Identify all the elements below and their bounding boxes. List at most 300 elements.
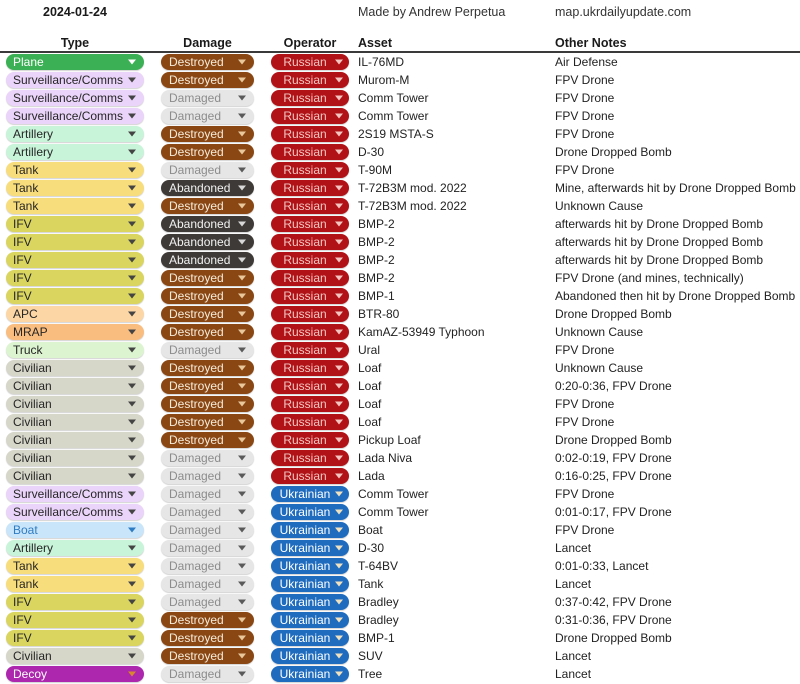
chevron-down-icon: [238, 186, 246, 191]
notes-label: afterwards hit by Drone Dropped Bomb: [555, 235, 764, 249]
table-row: [0, 359, 800, 377]
operator-dropdown-value: Ukrainian: [279, 613, 331, 627]
damage-dropdown[interactable]: [161, 306, 254, 322]
type-dropdown-value: Tank: [13, 577, 39, 591]
damage-dropdown[interactable]: [161, 666, 254, 682]
notes-label: FPV Drone (and mines, technically): [555, 271, 744, 285]
table-row: [0, 197, 800, 215]
chevron-down-icon: [128, 384, 136, 389]
chevron-down-icon: [335, 240, 343, 245]
chevron-down-icon: [128, 528, 136, 533]
notes-label: afterwards hit by Drone Dropped Bomb: [555, 253, 764, 267]
chevron-down-icon: [335, 348, 343, 353]
chevron-down-icon: [335, 564, 343, 569]
type-dropdown-value: Surveillance/Comms: [13, 505, 124, 519]
type-dropdown[interactable]: [6, 54, 144, 70]
table-row: [0, 485, 800, 503]
table-row: [0, 71, 800, 89]
damage-dropdown[interactable]: [161, 450, 254, 466]
table-row: [0, 557, 800, 575]
operator-dropdown[interactable]: [271, 648, 349, 664]
asset-label: Lada Niva: [358, 451, 413, 465]
operator-dropdown[interactable]: [271, 450, 349, 466]
operator-dropdown[interactable]: [271, 522, 349, 538]
type-dropdown[interactable]: [6, 306, 144, 322]
damage-dropdown[interactable]: [161, 360, 254, 376]
type-dropdown-value: Surveillance/Comms: [13, 91, 124, 105]
type-dropdown[interactable]: [6, 360, 144, 376]
type-dropdown[interactable]: [6, 504, 144, 520]
damage-dropdown-value: Damaged: [169, 451, 222, 465]
damage-dropdown[interactable]: [161, 486, 254, 502]
operator-dropdown[interactable]: [271, 72, 349, 88]
operator-dropdown[interactable]: [271, 144, 349, 160]
notes-label: 0:20-0:36, FPV Drone: [555, 379, 672, 393]
type-dropdown-value: APC: [13, 307, 38, 321]
asset-label: T-72B3M mod. 2022: [358, 199, 467, 213]
chevron-down-icon: [128, 60, 136, 65]
type-dropdown[interactable]: [6, 198, 144, 214]
damage-dropdown[interactable]: [161, 630, 254, 646]
damage-dropdown[interactable]: [161, 594, 254, 610]
type-dropdown[interactable]: [6, 630, 144, 646]
table-row: [0, 269, 800, 287]
type-dropdown-value: Civilian: [13, 451, 52, 465]
type-dropdown[interactable]: [6, 486, 144, 502]
damage-dropdown-value: Damaged: [169, 541, 222, 555]
chevron-down-icon: [238, 96, 246, 101]
operator-dropdown-value: Russian: [283, 379, 327, 393]
type-dropdown-value: IFV: [13, 271, 32, 285]
chevron-down-icon: [238, 402, 246, 407]
damage-dropdown[interactable]: [161, 288, 254, 304]
operator-dropdown-value: Ukrainian: [279, 523, 331, 537]
table-row: [0, 107, 800, 125]
damage-dropdown-value: Damaged: [169, 91, 222, 105]
damage-dropdown[interactable]: [161, 126, 254, 142]
damage-dropdown[interactable]: [161, 180, 254, 196]
notes-label: FPV Drone: [555, 487, 615, 501]
type-dropdown[interactable]: [6, 324, 144, 340]
column-header-operator: Operator: [283, 36, 337, 50]
type-dropdown-value: IFV: [13, 289, 32, 303]
damage-dropdown[interactable]: [161, 144, 254, 160]
operator-dropdown[interactable]: [271, 324, 349, 340]
damage-dropdown-value: Damaged: [169, 595, 222, 609]
chevron-down-icon: [335, 204, 343, 209]
notes-label: Lancet: [555, 577, 592, 591]
type-dropdown-value: MRAP: [13, 325, 48, 339]
asset-label: Loaf: [358, 379, 382, 393]
notes-label: Drone Dropped Bomb: [555, 631, 672, 645]
operator-dropdown[interactable]: [271, 180, 349, 196]
operator-dropdown[interactable]: [271, 360, 349, 376]
operator-dropdown[interactable]: [271, 558, 349, 574]
operator-dropdown[interactable]: [271, 216, 349, 232]
chevron-down-icon: [128, 294, 136, 299]
operator-dropdown[interactable]: [271, 396, 349, 412]
chevron-down-icon: [128, 672, 136, 677]
chevron-down-icon: [335, 150, 343, 155]
damage-dropdown[interactable]: [161, 198, 254, 214]
type-dropdown[interactable]: [6, 558, 144, 574]
table-row: [0, 431, 800, 449]
damage-dropdown[interactable]: [161, 216, 254, 232]
type-dropdown[interactable]: [6, 72, 144, 88]
asset-label: Murom-M: [358, 73, 410, 87]
type-dropdown[interactable]: [6, 648, 144, 664]
type-dropdown[interactable]: [6, 378, 144, 394]
table-row: [0, 323, 800, 341]
asset-label: Ural: [358, 343, 381, 357]
type-dropdown-value: Plane: [13, 55, 44, 69]
table-row: [0, 251, 800, 269]
type-dropdown-value: IFV: [13, 631, 32, 645]
damage-dropdown[interactable]: [161, 468, 254, 484]
chevron-down-icon: [128, 456, 136, 461]
table-row: [0, 53, 800, 71]
table-row: [0, 629, 800, 647]
operator-dropdown-value: Russian: [283, 235, 327, 249]
type-dropdown-value: Artillery: [13, 145, 54, 159]
operator-dropdown[interactable]: [271, 630, 349, 646]
damage-dropdown-value: Damaged: [169, 577, 222, 591]
operator-dropdown[interactable]: [271, 594, 349, 610]
damage-dropdown[interactable]: [161, 378, 254, 394]
damage-dropdown-value: Destroyed: [169, 379, 224, 393]
notes-label: Unknown Cause: [555, 361, 644, 375]
damage-dropdown[interactable]: [161, 324, 254, 340]
notes-label: 0:01-0:33, Lancet: [555, 559, 649, 573]
type-dropdown-value: Surveillance/Comms: [13, 109, 124, 123]
asset-label: Bradley: [358, 595, 399, 609]
type-dropdown[interactable]: [6, 252, 144, 268]
operator-dropdown[interactable]: [271, 198, 349, 214]
chevron-down-icon: [238, 276, 246, 281]
chevron-down-icon: [238, 420, 246, 425]
chevron-down-icon: [335, 60, 343, 65]
notes-label: 0:31-0:36, FPV Drone: [555, 613, 672, 627]
type-dropdown[interactable]: [6, 126, 144, 142]
damage-dropdown-value: Destroyed: [169, 289, 224, 303]
chevron-down-icon: [335, 618, 343, 623]
chevron-down-icon: [335, 636, 343, 641]
chevron-down-icon: [335, 402, 343, 407]
operator-dropdown-value: Russian: [283, 325, 327, 339]
type-dropdown-value: Decoy: [13, 667, 48, 681]
chevron-down-icon: [128, 474, 136, 479]
type-dropdown-value: Artillery: [13, 127, 54, 141]
asset-label: Boat: [358, 523, 383, 537]
damage-dropdown[interactable]: [161, 522, 254, 538]
notes-label: Unknown Cause: [555, 325, 644, 339]
operator-dropdown[interactable]: [271, 126, 349, 142]
table-body: [0, 53, 800, 683]
chevron-down-icon: [238, 366, 246, 371]
type-dropdown-value: Tank: [13, 181, 39, 195]
type-dropdown-value: Artillery: [13, 541, 54, 555]
notes-label: afterwards hit by Drone Dropped Bomb: [555, 217, 764, 231]
chevron-down-icon: [335, 366, 343, 371]
operator-dropdown[interactable]: [271, 378, 349, 394]
operator-dropdown[interactable]: [271, 612, 349, 628]
notes-label: FPV Drone: [555, 415, 615, 429]
notes-label: FPV Drone: [555, 73, 615, 87]
chevron-down-icon: [335, 96, 343, 101]
operator-dropdown[interactable]: [271, 414, 349, 430]
damage-dropdown-value: Abandoned: [169, 235, 231, 249]
damage-dropdown[interactable]: [161, 396, 254, 412]
operator-dropdown[interactable]: [271, 540, 349, 556]
damage-dropdown[interactable]: [161, 612, 254, 628]
chevron-down-icon: [128, 636, 136, 641]
chevron-down-icon: [238, 168, 246, 173]
operator-dropdown-value: Russian: [283, 145, 327, 159]
damage-dropdown-value: Destroyed: [169, 397, 224, 411]
type-dropdown-value: Truck: [13, 343, 43, 357]
chevron-down-icon: [335, 78, 343, 83]
asset-label: Comm Tower: [358, 487, 429, 501]
type-dropdown[interactable]: [6, 468, 144, 484]
column-header-type: Type: [60, 36, 90, 50]
type-dropdown[interactable]: [6, 234, 144, 250]
damage-dropdown-value: Destroyed: [169, 361, 224, 375]
damage-dropdown[interactable]: [161, 414, 254, 430]
damage-dropdown[interactable]: [161, 54, 254, 70]
chevron-down-icon: [238, 564, 246, 569]
operator-dropdown-value: Ukrainian: [279, 595, 331, 609]
chevron-down-icon: [128, 168, 136, 173]
damage-dropdown-value: Damaged: [169, 487, 222, 501]
column-header-asset: Asset: [358, 36, 393, 50]
notes-label: 0:37-0:42, FPV Drone: [555, 595, 672, 609]
damage-dropdown-value: Destroyed: [169, 55, 224, 69]
damage-dropdown[interactable]: [161, 270, 254, 286]
type-dropdown-value: IFV: [13, 217, 32, 231]
operator-dropdown-value: Russian: [283, 469, 327, 483]
damage-dropdown-value: Damaged: [169, 523, 222, 537]
type-dropdown-value: Civilian: [13, 379, 52, 393]
chevron-down-icon: [128, 276, 136, 281]
notes-label: Air Defense: [555, 55, 618, 69]
operator-dropdown[interactable]: [271, 234, 349, 250]
type-dropdown[interactable]: [6, 522, 144, 538]
table-row: [0, 467, 800, 485]
chevron-down-icon: [238, 384, 246, 389]
damage-dropdown-value: Damaged: [169, 469, 222, 483]
type-dropdown[interactable]: [6, 612, 144, 628]
table-row: [0, 305, 800, 323]
chevron-down-icon: [128, 186, 136, 191]
column-header-damage: Damage: [183, 36, 232, 50]
operator-dropdown-value: Russian: [283, 415, 327, 429]
damage-dropdown-value: Destroyed: [169, 613, 224, 627]
asset-label: Comm Tower: [358, 109, 429, 123]
operator-dropdown[interactable]: [271, 468, 349, 484]
asset-label: T-72B3M mod. 2022: [358, 181, 467, 195]
asset-label: D-30: [358, 541, 385, 555]
notes-label: Drone Dropped Bomb: [555, 433, 672, 447]
damage-dropdown[interactable]: [161, 162, 254, 178]
asset-label: BMP-1: [358, 289, 395, 303]
damage-dropdown[interactable]: [161, 108, 254, 124]
operator-dropdown[interactable]: [271, 270, 349, 286]
chevron-down-icon: [238, 150, 246, 155]
type-dropdown[interactable]: [6, 396, 144, 412]
damage-dropdown-value: Destroyed: [169, 307, 224, 321]
operator-dropdown[interactable]: [271, 54, 349, 70]
asset-label: Loaf: [358, 397, 382, 411]
damage-dropdown[interactable]: [161, 504, 254, 520]
damage-dropdown-value: Destroyed: [169, 325, 224, 339]
damage-dropdown[interactable]: [161, 72, 254, 88]
operator-dropdown-value: Ukrainian: [279, 577, 331, 591]
chevron-down-icon: [128, 510, 136, 515]
chevron-down-icon: [128, 582, 136, 587]
type-dropdown[interactable]: [6, 108, 144, 124]
operator-dropdown-value: Russian: [283, 73, 327, 87]
table-row: [0, 179, 800, 197]
notes-label: Drone Dropped Bomb: [555, 145, 672, 159]
chevron-down-icon: [335, 276, 343, 281]
operator-dropdown[interactable]: [271, 666, 349, 682]
asset-label: BTR-80: [358, 307, 400, 321]
asset-label: T-90M: [358, 163, 393, 177]
damage-dropdown-value: Destroyed: [169, 199, 224, 213]
chevron-down-icon: [238, 510, 246, 515]
type-dropdown[interactable]: [6, 288, 144, 304]
type-dropdown[interactable]: [6, 594, 144, 610]
type-dropdown[interactable]: [6, 576, 144, 592]
table-row: [0, 89, 800, 107]
damage-dropdown-value: Damaged: [169, 343, 222, 357]
operator-dropdown[interactable]: [271, 432, 349, 448]
chevron-down-icon: [238, 348, 246, 353]
credit-text: Made by Andrew Perpetua: [358, 5, 506, 19]
type-dropdown-value: Boat: [13, 523, 38, 537]
type-dropdown[interactable]: [6, 270, 144, 286]
type-dropdown-value: Surveillance/Comms: [13, 487, 124, 501]
chevron-down-icon: [335, 492, 343, 497]
type-dropdown[interactable]: [6, 216, 144, 232]
damage-dropdown[interactable]: [161, 432, 254, 448]
table-row: [0, 503, 800, 521]
type-dropdown[interactable]: [6, 342, 144, 358]
chevron-down-icon: [238, 474, 246, 479]
damage-dropdown-value: Damaged: [169, 505, 222, 519]
chevron-down-icon: [238, 438, 246, 443]
chevron-down-icon: [238, 312, 246, 317]
type-dropdown[interactable]: [6, 666, 144, 682]
type-dropdown-value: Civilian: [13, 415, 52, 429]
operator-dropdown-value: Russian: [283, 343, 327, 357]
chevron-down-icon: [128, 348, 136, 353]
type-dropdown[interactable]: [6, 90, 144, 106]
type-dropdown-value: Civilian: [13, 649, 52, 663]
damage-dropdown[interactable]: [161, 90, 254, 106]
damage-dropdown[interactable]: [161, 234, 254, 250]
damage-dropdown[interactable]: [161, 540, 254, 556]
type-dropdown-value: Surveillance/Comms: [13, 73, 124, 87]
chevron-down-icon: [335, 294, 343, 299]
damage-dropdown[interactable]: [161, 576, 254, 592]
asset-label: Tree: [358, 667, 383, 681]
chevron-down-icon: [238, 60, 246, 65]
operator-dropdown[interactable]: [271, 504, 349, 520]
operator-dropdown[interactable]: [271, 486, 349, 502]
table-row: [0, 449, 800, 467]
table-row: [0, 575, 800, 593]
chevron-down-icon: [128, 222, 136, 227]
damage-dropdown-value: Damaged: [169, 667, 222, 681]
damage-dropdown-value: Abandoned: [169, 253, 231, 267]
damage-dropdown-value: Abandoned: [169, 217, 231, 231]
asset-label: 2S19 MSTA-S: [358, 127, 434, 141]
chevron-down-icon: [128, 438, 136, 443]
operator-dropdown-value: Russian: [283, 451, 327, 465]
damage-dropdown[interactable]: [161, 342, 254, 358]
type-dropdown[interactable]: [6, 180, 144, 196]
operator-dropdown-value: Russian: [283, 127, 327, 141]
chevron-down-icon: [128, 600, 136, 605]
chevron-down-icon: [238, 258, 246, 263]
operator-dropdown-value: Russian: [283, 433, 327, 447]
type-dropdown[interactable]: [6, 540, 144, 556]
operator-dropdown[interactable]: [271, 576, 349, 592]
chevron-down-icon: [238, 132, 246, 137]
operator-dropdown[interactable]: [271, 306, 349, 322]
type-dropdown[interactable]: [6, 432, 144, 448]
type-dropdown[interactable]: [6, 144, 144, 160]
chevron-down-icon: [335, 312, 343, 317]
chevron-down-icon: [238, 546, 246, 551]
type-dropdown[interactable]: [6, 414, 144, 430]
type-dropdown[interactable]: [6, 450, 144, 466]
operator-dropdown-value: Russian: [283, 91, 327, 105]
chevron-down-icon: [238, 672, 246, 677]
chevron-down-icon: [238, 294, 246, 299]
damage-dropdown-value: Damaged: [169, 163, 222, 177]
operator-dropdown-value: Russian: [283, 271, 327, 285]
damage-dropdown[interactable]: [161, 558, 254, 574]
operator-dropdown[interactable]: [271, 90, 349, 106]
damage-dropdown[interactable]: [161, 648, 254, 664]
operator-dropdown[interactable]: [271, 288, 349, 304]
notes-label: Abandoned then hit by Drone Dropped Bomb: [555, 289, 796, 303]
chevron-down-icon: [128, 402, 136, 407]
chevron-down-icon: [128, 114, 136, 119]
asset-label: BMP-2: [358, 253, 395, 267]
chevron-down-icon: [335, 528, 343, 533]
type-dropdown[interactable]: [6, 162, 144, 178]
asset-label: Comm Tower: [358, 505, 429, 519]
damage-dropdown-value: Destroyed: [169, 145, 224, 159]
operator-dropdown[interactable]: [271, 252, 349, 268]
chevron-down-icon: [128, 78, 136, 83]
chevron-down-icon: [128, 654, 136, 659]
chevron-down-icon: [335, 474, 343, 479]
table-row: [0, 647, 800, 665]
operator-dropdown-value: Russian: [283, 307, 327, 321]
operator-dropdown[interactable]: [271, 342, 349, 358]
chevron-down-icon: [335, 384, 343, 389]
operator-dropdown[interactable]: [271, 108, 349, 124]
operator-dropdown-value: Russian: [283, 253, 327, 267]
chevron-down-icon: [238, 618, 246, 623]
damage-dropdown-value: Destroyed: [169, 433, 224, 447]
damage-dropdown[interactable]: [161, 252, 254, 268]
operator-dropdown[interactable]: [271, 162, 349, 178]
